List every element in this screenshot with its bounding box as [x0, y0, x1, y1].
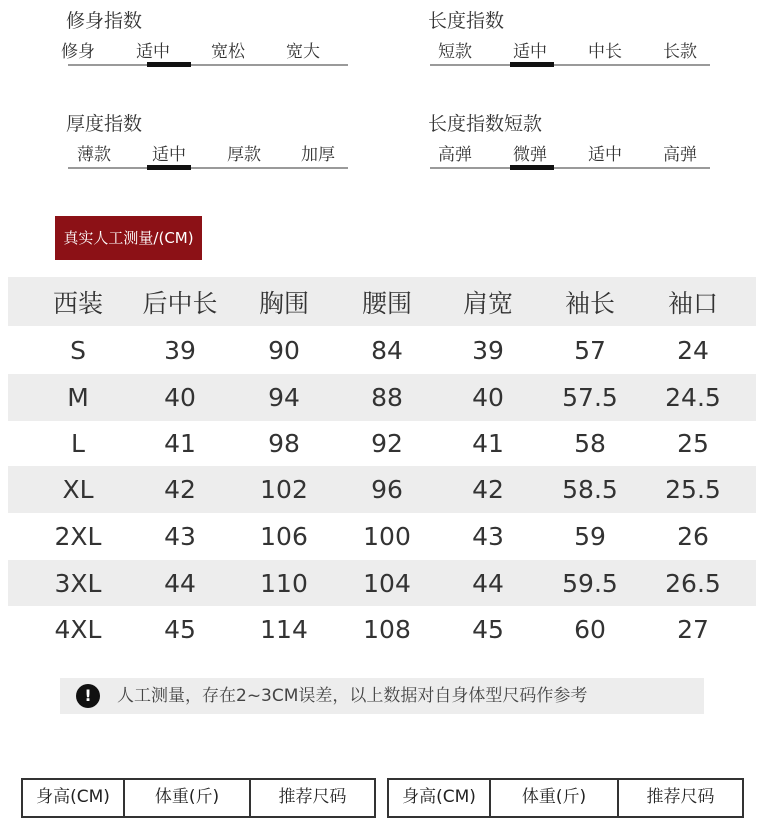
recommend-table-right	[387, 778, 744, 818]
table-cell: 26	[677, 522, 709, 551]
table-header-cell: 袖长	[564, 288, 615, 318]
table-header-cell: 后中长	[142, 288, 218, 318]
length-option-selected: 适中	[513, 42, 547, 62]
recommend-header-row	[388, 779, 743, 817]
table-row	[8, 606, 756, 652]
table-header-cell: 腰围	[361, 288, 412, 318]
table-header-cell: 西装	[52, 288, 103, 318]
elasticity-index-options	[428, 140, 708, 170]
recommend-table-left	[21, 778, 376, 818]
thickness-index-options	[66, 140, 346, 170]
table-cell: 44	[472, 568, 504, 598]
fit-index-marker	[147, 62, 191, 67]
length-option: 长款	[663, 42, 697, 62]
fit-index-title: 修身指数	[66, 10, 143, 32]
table-cell: 27	[677, 614, 709, 644]
table-cell: 39	[472, 335, 504, 365]
length-option: 中长	[588, 42, 622, 62]
table-cell: 110	[260, 568, 308, 598]
table-cell: 96	[371, 475, 403, 504]
table-cell: XL	[62, 475, 94, 504]
table-cell: 106	[260, 522, 308, 551]
table-cell: 98	[268, 429, 300, 458]
elasticity-option: 适中	[588, 145, 622, 165]
fit-index-scale	[68, 64, 348, 66]
table-row	[8, 421, 756, 466]
recommend-header-row	[22, 779, 375, 817]
table-header-cell: 胸围	[258, 288, 309, 318]
table-cell: M	[67, 383, 89, 412]
length-index-options	[428, 37, 708, 67]
table-cell: 60	[574, 614, 606, 644]
thickness-option-selected: 适中	[152, 145, 186, 165]
recommend-header-cell: 推荐尺码	[278, 787, 347, 807]
table-cell: 100	[363, 522, 411, 551]
thickness-option: 薄款	[77, 145, 111, 165]
table-cell: 114	[260, 614, 308, 644]
table-header-cell: 袖口	[667, 288, 718, 318]
table-cell: 58.5	[562, 475, 618, 504]
table-header-cell: 肩宽	[462, 288, 513, 318]
elasticity-index-title: 长度指数短款	[428, 113, 543, 135]
table-cell: 104	[363, 568, 411, 598]
recommend-header-cell: 体重(斤)	[124, 779, 250, 817]
length-index-marker	[510, 62, 554, 67]
table-cell: 108	[363, 614, 411, 644]
table-header-row	[8, 277, 756, 326]
recommend-header-cell: 身高(CM)	[388, 779, 490, 817]
fit-option: 宽松	[211, 42, 245, 62]
table-row	[8, 513, 756, 560]
fit-option-selected: 适中	[136, 42, 170, 62]
exclamation-icon: !	[76, 684, 100, 708]
table-cell: 40	[164, 383, 196, 412]
thickness-index-marker	[147, 165, 191, 170]
length-index-scale	[430, 64, 710, 66]
table-cell: 43	[164, 522, 196, 551]
table-cell: 41	[164, 429, 196, 458]
elasticity-option: 高弹	[438, 145, 472, 165]
table-cell: 90	[268, 335, 300, 365]
table-cell: 88	[371, 383, 403, 412]
table-cell: 40	[472, 383, 504, 412]
table-cell: 84	[371, 335, 403, 365]
length-option: 短款	[438, 42, 472, 62]
table-cell: 39	[164, 335, 196, 365]
table-cell: 59	[574, 522, 606, 551]
recommend-header-cell: 推荐尺码	[646, 787, 715, 807]
table-cell: 58	[574, 429, 606, 458]
table-cell: 57	[574, 335, 606, 365]
table-row	[8, 326, 756, 374]
table-cell: 25	[677, 429, 709, 458]
table-cell: 42	[164, 475, 196, 504]
table-cell: 94	[268, 383, 300, 412]
table-cell: 26.5	[665, 568, 721, 598]
table-cell: 57.5	[562, 383, 618, 412]
table-cell: S	[70, 335, 86, 365]
table-cell: 2XL	[54, 522, 102, 551]
table-cell: 42	[472, 475, 504, 504]
table-cell: 44	[164, 568, 196, 598]
table-cell: 24.5	[665, 383, 721, 412]
fit-option: 修身	[61, 42, 95, 62]
fit-index-options	[61, 37, 346, 67]
thickness-index-scale	[68, 167, 348, 169]
measurement-note	[60, 678, 704, 714]
table-cell: 92	[371, 429, 403, 458]
elasticity-option-selected: 微弹	[513, 145, 547, 165]
table-row	[8, 466, 756, 513]
table-cell: 59.5	[562, 568, 618, 598]
thickness-option: 厚款	[227, 145, 261, 165]
table-row	[8, 374, 756, 421]
table-cell: 102	[260, 475, 308, 504]
thickness-index-title: 厚度指数	[66, 113, 143, 135]
table-cell: 4XL	[54, 614, 102, 644]
fit-option: 宽大	[286, 42, 320, 62]
elasticity-option: 高弹	[663, 145, 697, 165]
measurement-badge: 真实人工测量/(CM)	[55, 216, 202, 260]
elasticity-index-marker	[510, 165, 554, 170]
length-index-title: 长度指数	[428, 10, 505, 32]
table-cell: 41	[472, 429, 504, 458]
table-cell: 24	[677, 335, 709, 365]
recommend-header-cell: 身高(CM)	[22, 779, 124, 817]
table-cell: 43	[472, 522, 504, 551]
table-cell: 25.5	[665, 475, 721, 504]
elasticity-index-scale	[430, 167, 710, 169]
table-cell: 45	[472, 614, 504, 644]
table-cell: 3XL	[54, 568, 102, 598]
table-cell: L	[71, 429, 85, 458]
recommend-header-cell: 体重(斤)	[490, 779, 618, 817]
thickness-option: 加厚	[301, 145, 335, 165]
table-cell: 45	[164, 614, 196, 644]
table-row	[8, 560, 756, 606]
note-text: 人工测量，存在2~3CM误差，以上数据对自身体型尺码作参考	[117, 686, 588, 706]
